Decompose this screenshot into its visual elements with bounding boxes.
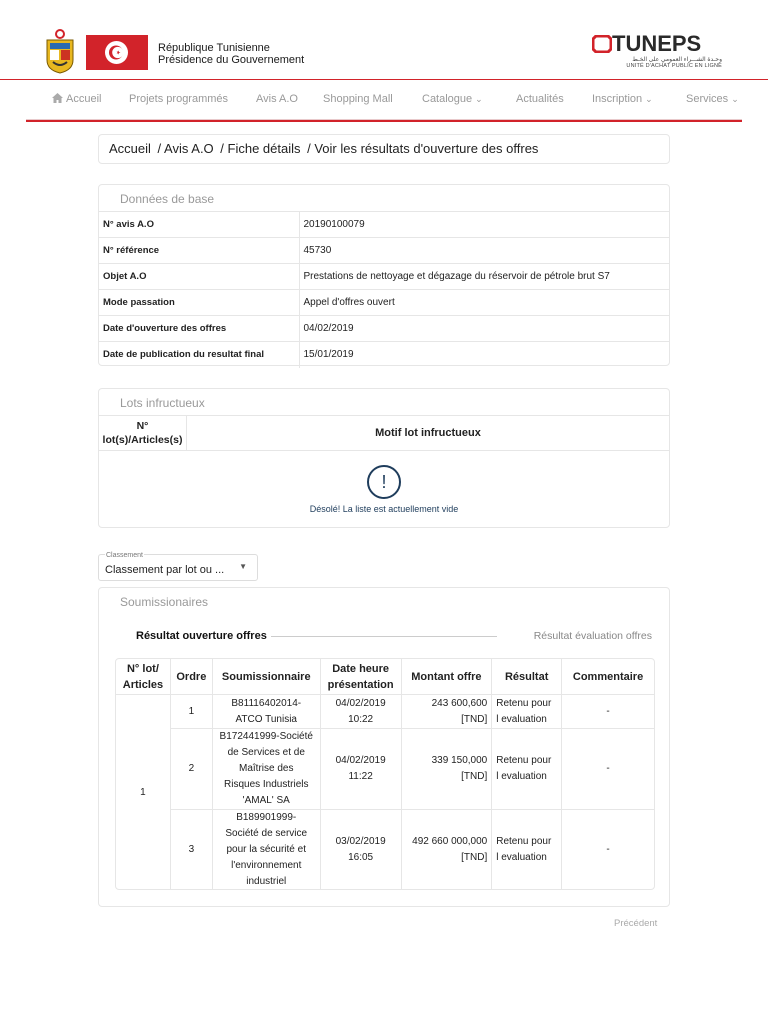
- tab-resultat-evaluation[interactable]: Résultat évaluation offres: [533, 630, 652, 642]
- lots-table-header: [99, 415, 669, 451]
- col-lot-line2: Articles: [122, 678, 164, 691]
- date-value: 04/02/2019: [335, 697, 386, 709]
- col-soumissionnaire: Soumissionnaire: [212, 659, 320, 695]
- time-value: 11:22: [348, 771, 373, 782]
- nav-label: Catalogue: [422, 93, 473, 105]
- base-data-panel: [98, 184, 670, 366]
- nav-label: Inscription: [592, 93, 643, 105]
- result-line: l evaluation: [496, 852, 547, 863]
- soumissionaires-table: [115, 658, 655, 890]
- breadcrumb-item-avis[interactable]: / Avis A.O: [157, 141, 214, 156]
- cell-resultat: [492, 695, 562, 729]
- date-value: 03/02/2019: [335, 836, 386, 847]
- soum-line: de Services et de: [227, 747, 305, 758]
- breadcrumb: [98, 134, 670, 164]
- breadcrumb-item-fiche[interactable]: / Fiche détails: [220, 141, 301, 156]
- cell-soumissionnaire: [212, 729, 320, 810]
- cell-date: [320, 729, 401, 810]
- soum-line: B189901999-: [236, 812, 297, 823]
- row-value: 45730: [299, 238, 669, 264]
- row-value: Appel d'offres ouvert: [299, 290, 669, 316]
- brand-wordmark: [592, 32, 701, 56]
- cell-date: [320, 810, 401, 891]
- col-date: [320, 659, 401, 695]
- chevron-down-icon: ⌄: [645, 94, 653, 104]
- table-row: [116, 695, 655, 729]
- nav-label: Accueil: [66, 93, 102, 105]
- cell-montant: [401, 729, 492, 810]
- soum-line: Société de service: [225, 828, 308, 839]
- table-row: [116, 810, 655, 891]
- result-line: Retenu pour: [496, 755, 552, 766]
- classement-select[interactable]: [98, 554, 258, 581]
- cell-ordre: 2: [170, 729, 212, 810]
- nav-item-shopping-mall[interactable]: [323, 93, 393, 105]
- lots-col-number-line2: lot(s)/Articles(s): [102, 434, 183, 446]
- amount-value: 339 150,000: [431, 755, 488, 766]
- cell-resultat: [492, 729, 562, 810]
- time-value: 10:22: [348, 713, 374, 725]
- exclamation-circle-icon: !: [367, 465, 401, 499]
- cell-date: [320, 695, 401, 729]
- col-resultat: Résultat: [492, 659, 562, 695]
- currency-value: [TND]: [461, 771, 488, 782]
- cell-commentaire: -: [562, 695, 655, 729]
- row-label: Date d'ouverture des offres: [99, 316, 299, 342]
- caret-down-icon: ▼: [239, 562, 247, 571]
- gov-line-2: Présidence du Gouvernement: [158, 54, 305, 66]
- nav-item-avis[interactable]: [256, 93, 298, 105]
- table-row: [99, 238, 669, 264]
- table-row: [99, 342, 669, 368]
- nav-label: Services: [686, 93, 729, 105]
- nav-label: Shopping Mall: [323, 93, 393, 105]
- result-line: l evaluation: [496, 771, 547, 782]
- amount-value: 243 600,600: [431, 697, 488, 709]
- date-value: 04/02/2019: [335, 755, 386, 766]
- cell-lot-number: 1: [116, 695, 171, 891]
- cell-resultat: [492, 810, 562, 891]
- tab-resultat-ouverture[interactable]: Résultat ouverture offres: [136, 630, 267, 642]
- row-label: N° avis A.O: [99, 212, 299, 238]
- nav-item-actualites[interactable]: [516, 93, 564, 105]
- home-icon: [52, 93, 63, 103]
- col-lot-line1: N° lot/: [126, 662, 159, 675]
- lots-col-number: [99, 416, 187, 451]
- row-value: Prestations de nettoyage et dégazage du réservoir de pétrole brut S7: [299, 264, 669, 290]
- chevron-down-icon: ⌄: [731, 94, 739, 104]
- classement-value: Classement par lot ou ...: [105, 564, 225, 576]
- soumissionaires-panel: [98, 587, 670, 907]
- cell-commentaire: -: [562, 729, 655, 810]
- lots-infructueux-panel: [98, 388, 670, 528]
- col-montant: Montant offre: [401, 659, 492, 695]
- nav-item-accueil[interactable]: [52, 93, 101, 105]
- cell-montant: [401, 810, 492, 891]
- nav-item-catalogue[interactable]: [422, 93, 483, 105]
- lots-col-motif: Motif lot infructueux: [375, 427, 481, 439]
- soumissionaires-table-wrapper: [115, 658, 655, 890]
- soum-line: Risques Industriels: [224, 779, 309, 790]
- brand-subtitle: UNITÉ D'ACHAT PUBLIC EN LIGNE: [626, 63, 722, 69]
- row-label: Objet A.O: [99, 264, 299, 290]
- cell-ordre: 1: [170, 695, 212, 729]
- result-line: l evaluation: [496, 713, 547, 725]
- cell-ordre: 3: [170, 810, 212, 891]
- table-row: [99, 316, 669, 342]
- col-commentaire: Commentaire: [562, 659, 655, 695]
- row-label: Mode passation: [99, 290, 299, 316]
- empty-list-message: Désolé! La liste est actuellement vide: [309, 504, 459, 514]
- currency-value: [TND]: [461, 852, 488, 863]
- table-row: [99, 264, 669, 290]
- result-line: Retenu pour: [496, 697, 552, 709]
- government-title: [158, 42, 304, 66]
- soum-line: l'environnement: [231, 860, 302, 871]
- brand-arabic: وحـدة الشـــراء العمومي على الخـط: [632, 57, 722, 63]
- tunisia-coat-of-arms-icon: [44, 28, 76, 74]
- col-lot: [116, 659, 171, 695]
- nav-item-inscription[interactable]: [592, 93, 653, 105]
- lots-title: Lots infructueux: [120, 396, 205, 410]
- soum-line: B172441999-Société: [219, 731, 313, 742]
- nav-label: Avis A.O: [256, 93, 298, 105]
- row-value: 15/01/2019: [299, 342, 669, 368]
- tunisia-flag-icon: [86, 35, 148, 70]
- row-label: N° référence: [99, 238, 299, 264]
- col-date-line1: Date heure: [332, 662, 390, 675]
- base-data-table: [99, 211, 669, 368]
- soum-line: pour la sécurité et: [226, 844, 306, 855]
- brand-name: TUNEPS: [612, 31, 702, 56]
- tuneps-logo[interactable]: [592, 32, 726, 72]
- lots-col-number-line1: N°: [136, 420, 149, 432]
- col-ordre: Ordre: [170, 659, 212, 695]
- nav-label: Projets programmés: [129, 93, 229, 105]
- main-nav: [26, 82, 742, 122]
- tab-divider: [271, 636, 497, 637]
- table-header-row: [116, 659, 655, 695]
- soumissionaires-title: Soumissionaires: [120, 595, 209, 609]
- breadcrumb-item-current: / Voir les résultats d'ouverture des offres: [307, 141, 539, 156]
- result-line: Retenu pour: [496, 836, 552, 847]
- table-row: [116, 729, 655, 810]
- col-date-line2: présentation: [327, 678, 394, 691]
- previous-button[interactable]: Précédent: [614, 918, 658, 929]
- header-divider: [0, 79, 768, 80]
- soum-line: industriel: [246, 876, 287, 887]
- cell-commentaire: -: [562, 810, 655, 891]
- currency-value: [TND]: [461, 713, 488, 725]
- nav-item-projets[interactable]: [129, 93, 228, 105]
- soum-line: ATCO Tunisia: [235, 713, 297, 725]
- time-value: 16:05: [348, 852, 374, 863]
- row-value: 04/02/2019: [299, 316, 669, 342]
- nav-divider: [26, 120, 742, 122]
- amount-value: 492 660 000,000: [412, 836, 488, 847]
- tuneps-mark-icon: [592, 35, 612, 53]
- base-data-title: Données de base: [120, 192, 215, 206]
- nav-item-services[interactable]: [686, 93, 739, 105]
- cell-soumissionnaire: [212, 810, 320, 891]
- nav-label: Actualités: [516, 93, 564, 105]
- chevron-down-icon: ⌄: [475, 94, 483, 104]
- classement-label: Classement: [106, 552, 143, 559]
- table-row: [99, 212, 669, 238]
- cell-soumissionnaire: [212, 695, 320, 729]
- site-header: [0, 0, 768, 80]
- breadcrumb-item-accueil[interactable]: Accueil: [109, 141, 151, 156]
- table-row: [99, 290, 669, 316]
- soum-line: 'AMAL' SA: [242, 795, 290, 806]
- soum-line: B81116402014-: [231, 697, 302, 709]
- cell-montant: [401, 695, 492, 729]
- row-label: Date de publication du resultat final: [99, 342, 299, 368]
- gov-line-1: République Tunisienne: [158, 42, 270, 54]
- soum-line: Maîtrise des: [239, 763, 294, 774]
- row-value: 20190100079: [299, 212, 669, 238]
